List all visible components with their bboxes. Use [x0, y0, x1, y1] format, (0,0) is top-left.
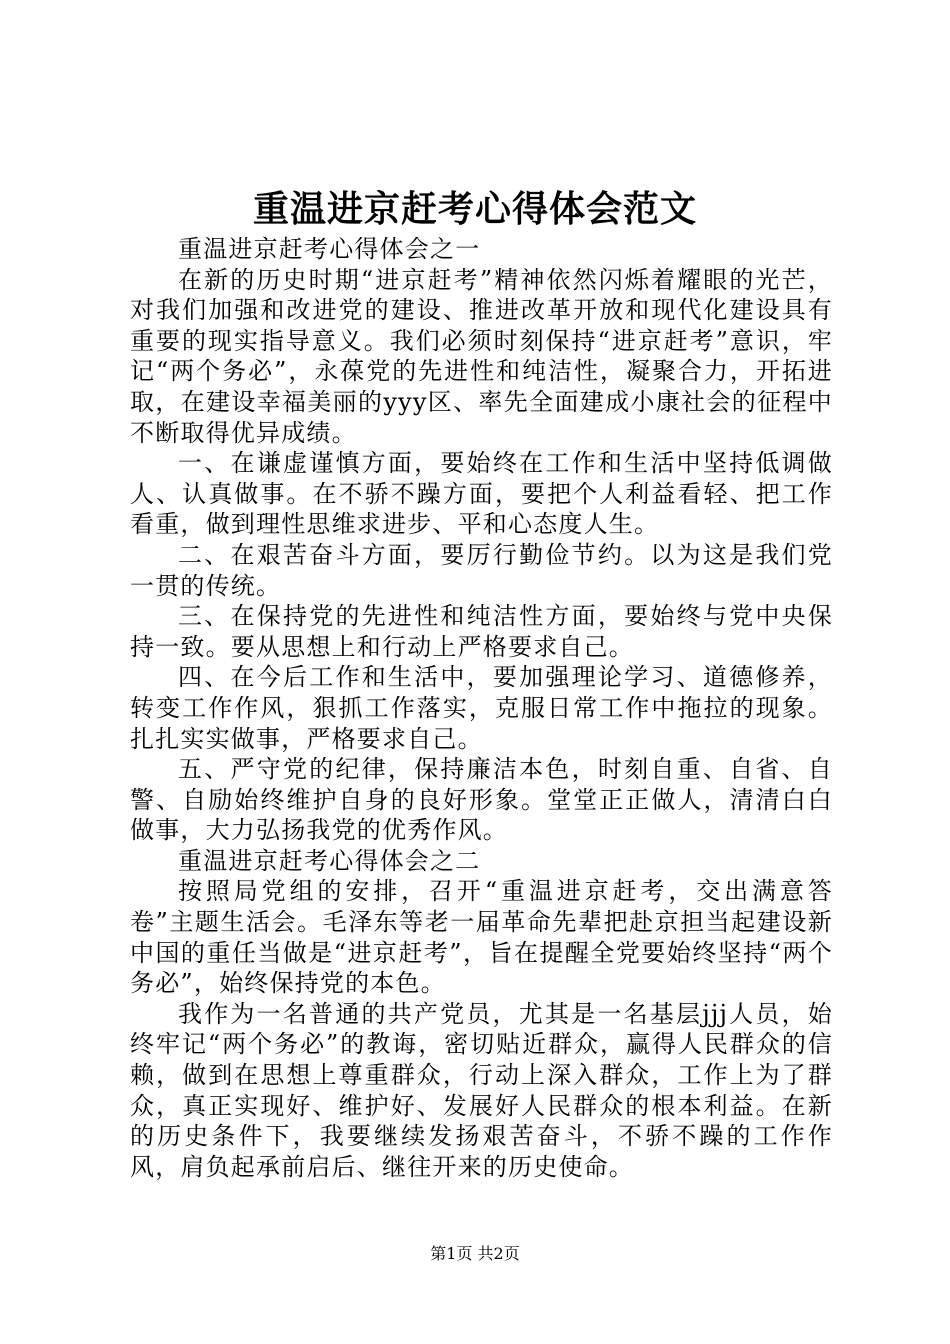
paragraph: 三、在保持党的先进性和纯洁性方面，要始终与党中央保持一致。要从思想上和行动上严格要求自己。: [130, 602, 833, 661]
section-heading-2: 重温进京赶考心得体会之二: [178, 846, 481, 875]
page-footer: 第1页 共2页: [430, 1244, 520, 1263]
paragraph: 二、在艰苦奋斗方面，要厉行勤俭节约。以为这是我们党一贯的传统。: [130, 540, 833, 600]
paragraph: 按照局党组的安排，召开“重温进京赶考，交出满意答卷”主题生活会。毛泽东等老一届革命先辈把赴京担当起建设新中国的重任当做是“进京赶考”，旨在提醒全党要始终坚持“两个务必”，始终保持党的本色。: [130, 877, 833, 998]
paragraph: 一、在谦虚谨慎方面，要始终在工作和生活中坚持低调做人、认真做事。在不骄不躁方面，要把个人利益看轻、把工作看重，做到理性思维求进步、平和心态度人生。: [130, 449, 833, 539]
paragraph: 四、在今后工作和生活中，要加强理论学习、道德修养，转变工作作风，狠抓工作落实，克服日常工作中拖拉的现象。扎扎实实做事，严格要求自己。: [130, 663, 833, 753]
document-body: [130, 234, 833, 1182]
paragraph: 我作为一名普通的共产党员，尤其是一名基层jjj人员，始终牢记“两个务必”的教诲，密切贴近群众，赢得人民群众的信赖，做到在思想上尊重群众，行动上深入群众，工作上为了群众，真正实现好、维护好、发展好人民群众的根本利益。在新的历史条件下，我要继续发扬艰苦奋斗，不骄不躁的工作作风，肩负起承前启后、继往开来的历史使命。: [130, 999, 833, 1181]
section-heading-1: 重温进京赶考心得体会之一: [178, 235, 481, 263]
paragraph: 五、严守党的纪律，保持廉洁本色，时刻自重、自省、自警、自励始终维护自身的良好形象。堂堂正正做人，清清白白做事，大力弘扬我党的优秀作风。: [130, 755, 833, 845]
paragraph: 在新的历史时期“进京赶考”精神依然闪烁着耀眼的光芒，对我们加强和改进党的建设、推进改革开放和现代化建设具有重要的现实指导意义。我们必须时刻保持“进京赶考”意识，牢记“两个务必”，永葆党的先进性和纯洁性，凝聚合力，开拓进取，在建设幸福美丽的yyy区、率先全面建成小康社会的征程中不断取得优异成绩。: [130, 265, 833, 447]
document-title: 重温进京赶考心得体会范文: [252, 188, 697, 230]
